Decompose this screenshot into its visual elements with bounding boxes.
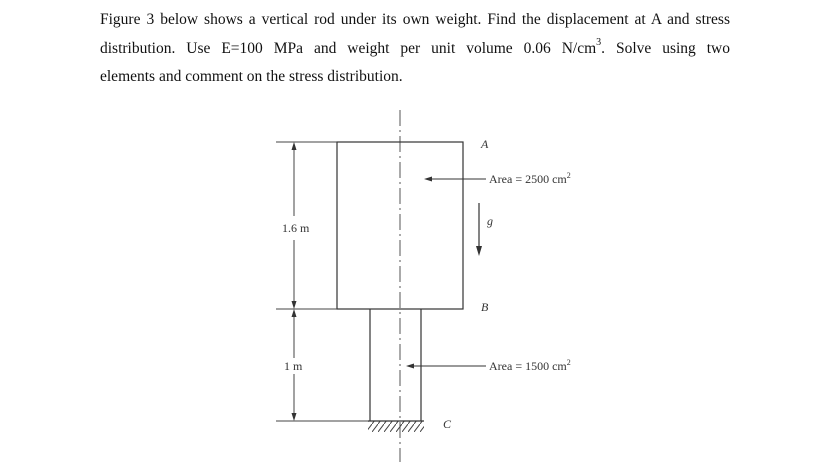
gravity-label: g xyxy=(487,214,493,228)
point-c-label: C xyxy=(443,417,452,431)
area-bottom-sup: 2 xyxy=(566,358,571,367)
problem-line-2-end: . Solve using two xyxy=(601,39,730,57)
area-bottom-text: Area = 1500 cm xyxy=(489,359,567,373)
problem-line-1: Figure 3 below shows a vertical rod under its own weight. Find the displacement at A and stress xyxy=(100,11,730,28)
area-bottom-arrow xyxy=(406,364,414,369)
problem-line-3: elements and comment on the stress distribution. xyxy=(100,68,403,85)
dim-arrow-up-2 xyxy=(292,309,297,317)
cube-superscript: 3 xyxy=(596,37,602,49)
dim-arrow-up-1 xyxy=(292,142,297,150)
length-top-label: 1.6 m xyxy=(282,221,310,235)
fixed-support-hatch xyxy=(368,421,424,432)
gravity-arrow-head xyxy=(476,246,482,256)
area-top-label xyxy=(489,171,571,186)
area-bottom-label xyxy=(489,358,571,373)
length-bottom-label: 1 m xyxy=(284,359,303,373)
point-a-label: A xyxy=(481,137,489,151)
problem-line-2-text: distribution. Use E=100 MPa and weight per unit volume 0.06 N/cm xyxy=(100,39,597,57)
area-top-arrow xyxy=(424,177,432,182)
area-top-sup: 2 xyxy=(566,171,571,180)
dim-arrow-down-2 xyxy=(292,413,297,421)
point-b-label: B xyxy=(481,300,489,314)
area-top-text: Area = 2500 cm xyxy=(489,172,567,186)
dim-arrow-down-1 xyxy=(292,301,297,309)
